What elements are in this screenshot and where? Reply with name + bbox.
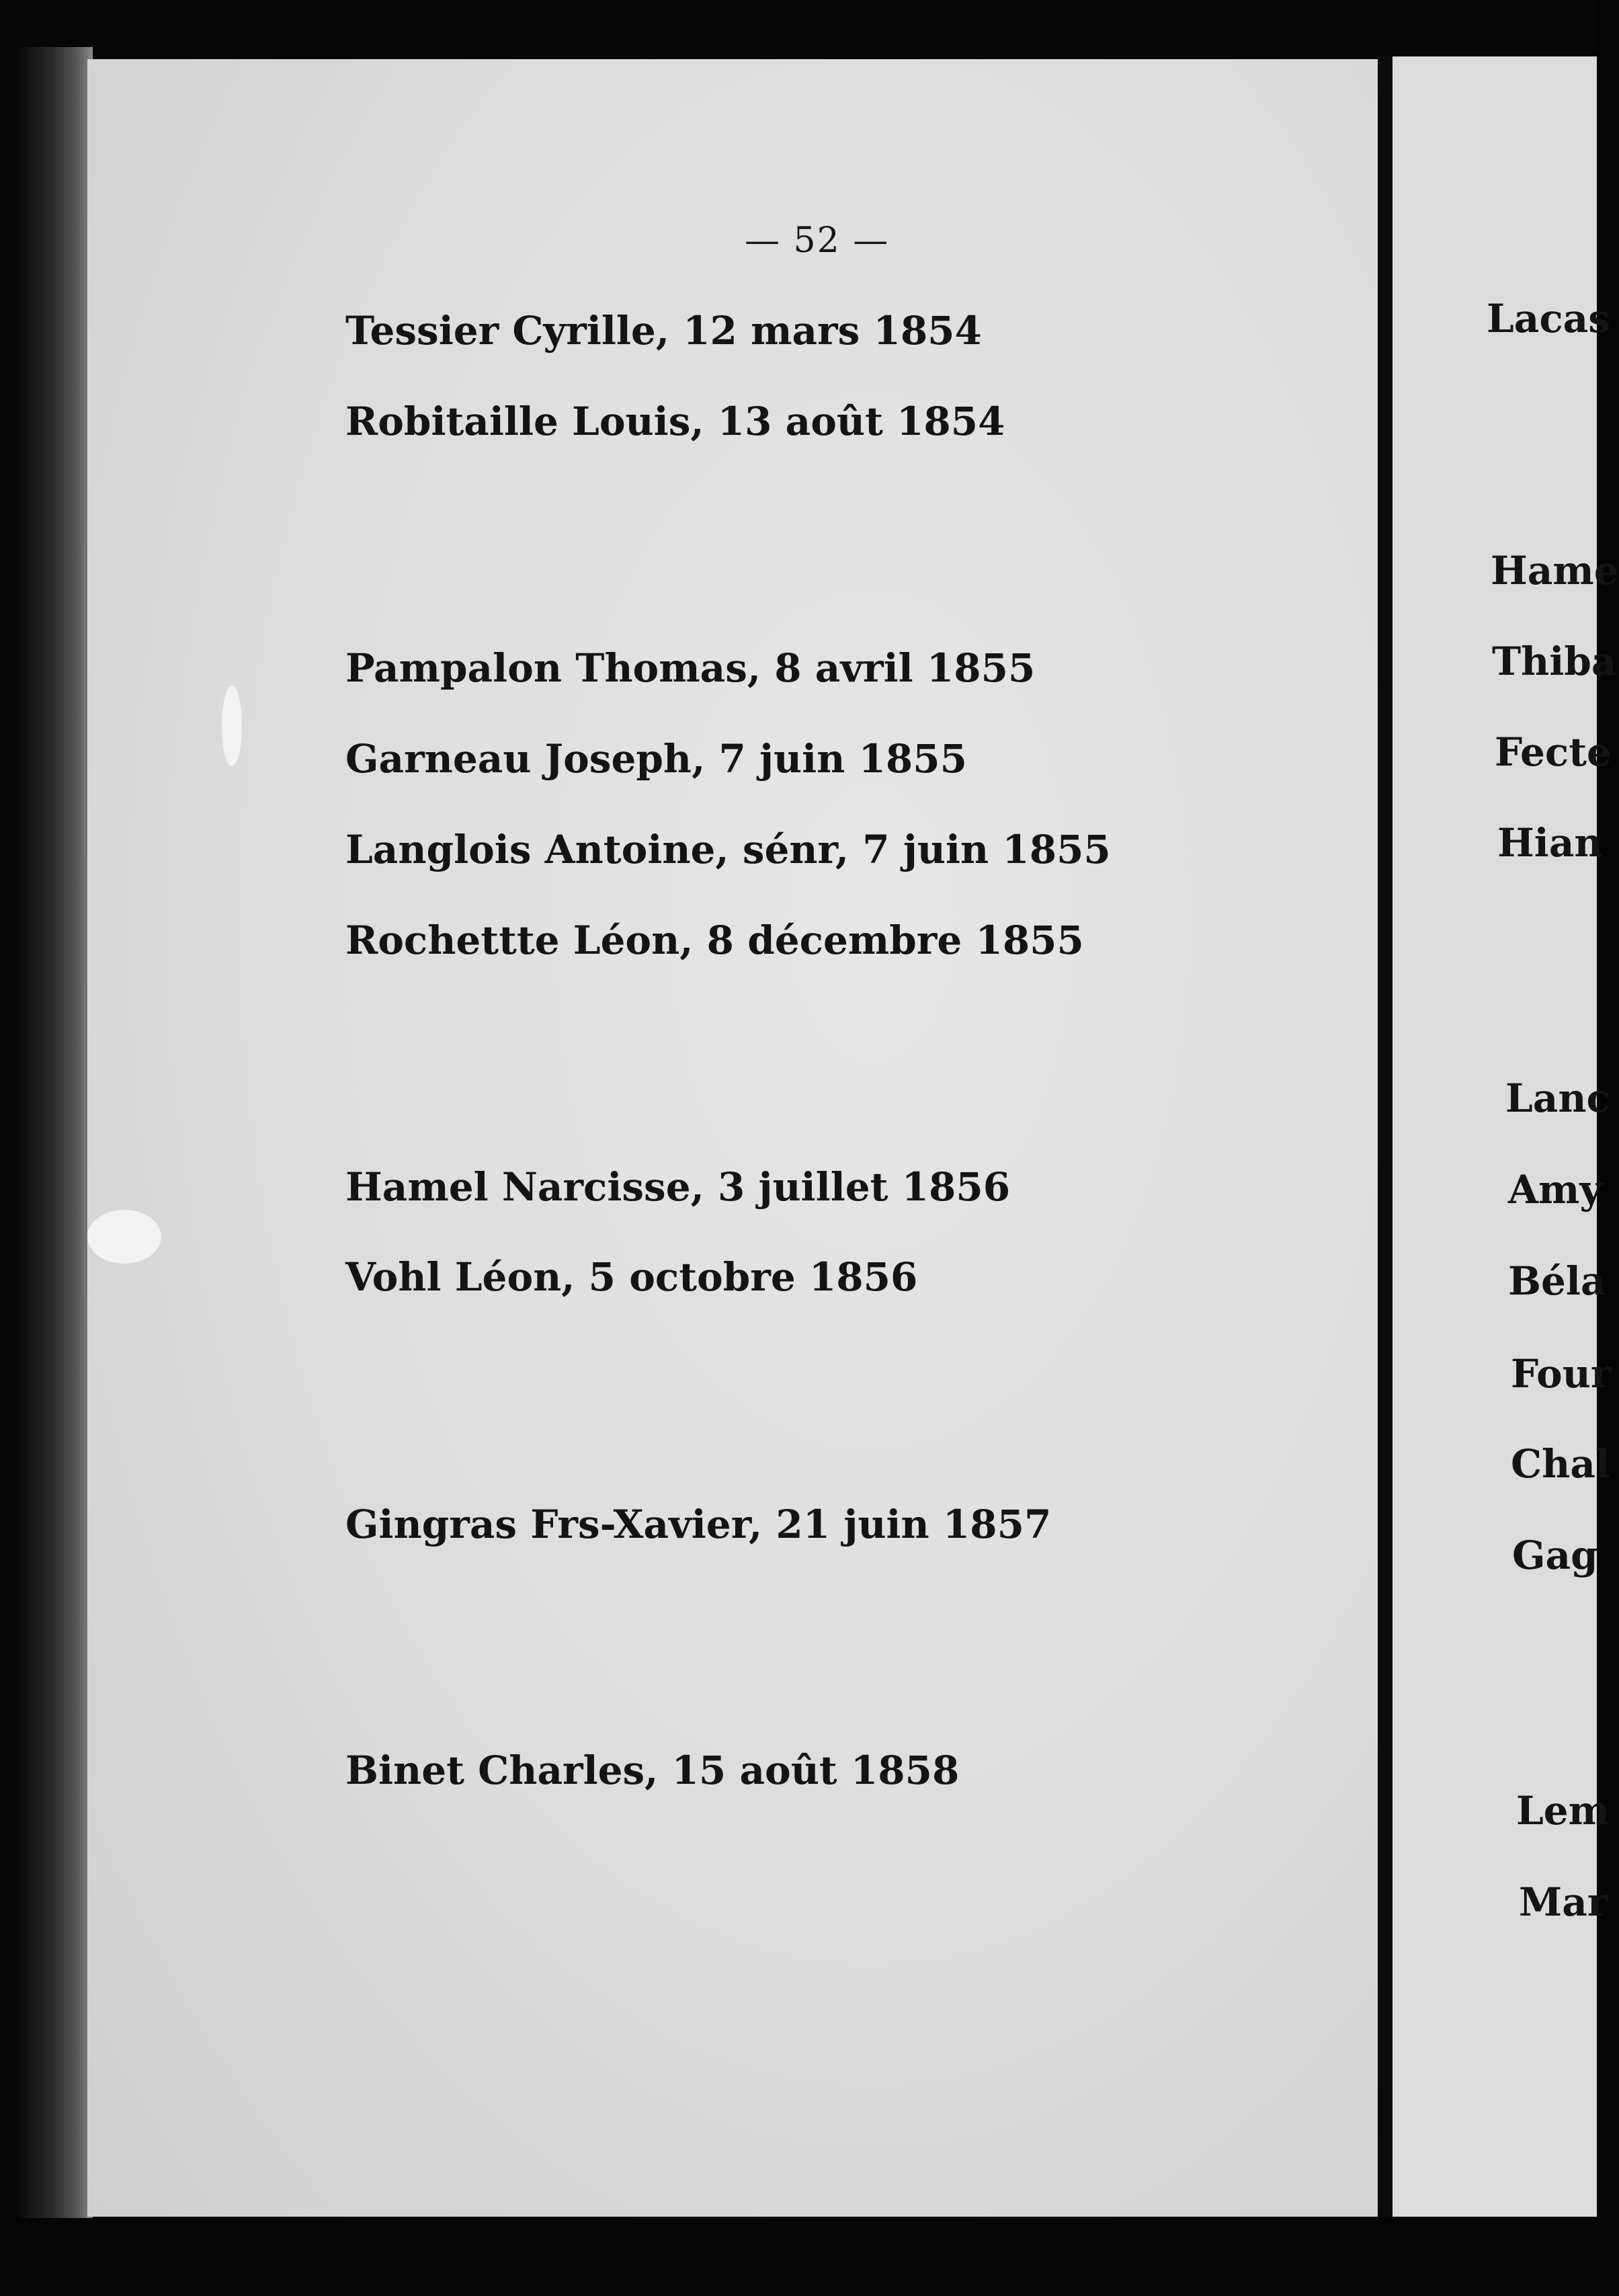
register-entry: Pampalon Thomas, 8 avril 1855 bbox=[345, 645, 1036, 691]
right-page-fragment: Fecte bbox=[1495, 729, 1612, 775]
right-page-fragment: Amy bbox=[1508, 1167, 1603, 1213]
page-number: — 52 — bbox=[745, 220, 890, 261]
register-entry: Hamel Narcisse, 3 juillet 1856 bbox=[345, 1164, 1011, 1210]
right-page-fragment: Four bbox=[1511, 1351, 1612, 1397]
register-entry: Rochettte Léon, 8 décembre 1855 bbox=[345, 917, 1084, 963]
register-entry: Langlois Antoine, sénr, 7 juin 1855 bbox=[345, 827, 1111, 872]
right-page-fragment: Hian bbox=[1497, 820, 1603, 866]
scan-bottom-border bbox=[0, 2218, 1597, 2296]
page-gutter bbox=[1378, 56, 1393, 2217]
paper-stain bbox=[87, 1210, 161, 1264]
register-entry: Gingras Frs-Xavier, 21 juin 1857 bbox=[345, 1502, 1052, 1547]
right-page-fragment: Thiba bbox=[1492, 639, 1617, 684]
right-page-fragment: Gag bbox=[1512, 1532, 1598, 1578]
register-entry: Garneau Joseph, 7 juin 1855 bbox=[345, 736, 967, 782]
register-entry: Binet Charles, 15 août 1858 bbox=[345, 1748, 960, 1793]
right-page-fragment: Lacas bbox=[1487, 296, 1610, 341]
register-entry: Robitaille Louis, 13 août 1854 bbox=[345, 399, 1005, 444]
right-page-fragment: Lanc bbox=[1505, 1075, 1610, 1121]
right-page-fragment: Chal bbox=[1511, 1441, 1610, 1487]
right-page-fragment: Mar bbox=[1519, 1879, 1608, 1925]
left-page bbox=[87, 59, 1395, 2217]
paper-stain bbox=[222, 686, 242, 766]
right-page-fragment: Béla bbox=[1508, 1258, 1606, 1304]
register-entry: Tessier Cyrille, 12 mars 1854 bbox=[345, 308, 982, 354]
register-entry: Vohl Léon, 5 octobre 1856 bbox=[345, 1254, 918, 1300]
book-spine-edge bbox=[19, 47, 93, 2218]
right-page-fragment: Hame bbox=[1491, 548, 1619, 593]
right-page-fragment: Lem bbox=[1516, 1788, 1610, 1834]
